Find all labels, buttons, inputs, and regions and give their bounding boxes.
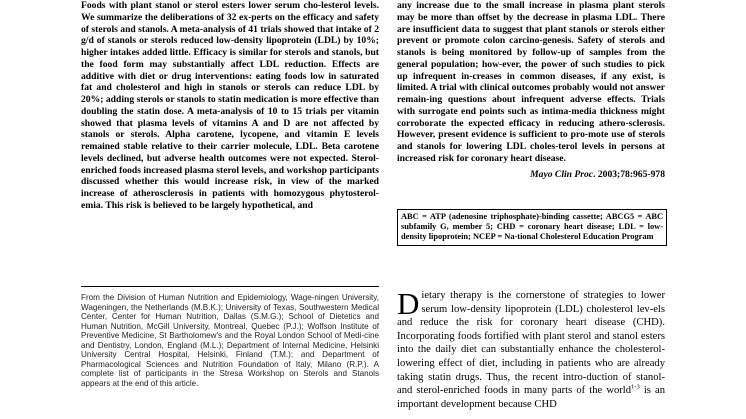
reference-superscript[interactable]: 1-3 — [631, 383, 640, 391]
abstract-right-column — [397, 0, 665, 180]
abbreviations-text: ABC = ATP (adenosine triphosphate)-binding cassette; ABCG5 = ABC subfamily G, member 5; CHD = coronary heart disease; LDL = low-density lipoprotein; NCEP = Na-tional Cholesterol Education Program — [401, 212, 663, 242]
abbreviations-box — [397, 209, 667, 246]
citation-line — [397, 169, 665, 181]
affiliations-footnote — [81, 293, 379, 388]
drop-cap: D — [397, 286, 420, 321]
citation-journal: Mayo Clin Proc — [530, 168, 594, 180]
abstract-left-column — [81, 0, 379, 212]
intro-text-tail: is an important development because CHD — [397, 385, 665, 410]
introduction-paragraph — [397, 286, 665, 411]
citation-details: . 2003;78:965-978 — [593, 168, 665, 180]
affiliations-text: From the Division of Human Nutrition and Epidemiology, Wage-ningen University, Wageningen, the Netherlands (M.B.K.); University of Texas, Southwestern Medical Center, Center for Human Nutrition, Dallas (S.M.G.); School of Dietetics and Human Nutrition, McGill University, Montreal, Quebec (P.J.); Wolfson Institute of Preventive Medicine, St Bartholomew's and the Royal London School of Medi-cine and Dentistry, London, England (M.L.); Department of Internal Medicine, Helsinki University Central Hospital, Helsinki, Finland (T.M.); and Department of Pharmacological Sciences and Nutrition Foundation of Italy, Milano (R.P.). A complete list of participants in the Stresa Workshop on Sterols and Stanols appears at the end of this article. — [81, 293, 379, 388]
abstract-text-left: Foods with plant stanol or sterol esters lower serum cho-lesterol levels. We summarize the deliberations of 32 ex-perts on the efficacy and safety of sterols and stanols. A meta-analysis of 41 trials showed that intake of 2 g/d of stanols or sterols reduced low-density lipoprotein (LDL) by 10%; higher intakes added little. Efficacy is similar for sterols and stanols, but the food form may substantially affect LDL reduction. Effects are additive with diet or drug interventions: eating foods low in saturated fat and cholesterol and high in stanols or sterols can reduce LDL by 20%; adding sterols or stanols to statin medication is more effective than doubling the statin dose. A meta-analysis of 10 to 15 trials per vitamin showed that plasma levels of vitamins A and D are not affected by stanols or sterols. Alpha carotene, lycopene, and vitamin E levels remained stable relative to their carrier molecule, LDL. Beta carotene levels declined, but adverse health outcomes were not expected. Sterol-enriched foods increased plasma sterol levels, and workshop participants discussed whether this would increase risk, in view of the marked increase of atherosclerosis in patients with homozygous phytosterol-emia. This risk is believed to be largely hypothetical, and — [81, 0, 379, 211]
intro-text: ietary therapy is the cornerstone of strategies to lower serum low-density lipoprotein (LDL) cholesterol lev-els and reduce the risk for coronary heart disease (CHD). Incorporating foods fortified with plant sterol and stanol esters into the daily diet can substantially enhance the cholesterol-lowering effect of diet, including in patients who are already taking statin drugs. Thus, the recent intro-duction of stanol- and sterol-enriched foods in many parts of the world — [397, 290, 665, 397]
footnote-rule — [81, 286, 379, 287]
abstract-text-right: any increase due to the small increase in plasma plant sterols may be more than offset by the decrease in plasma LDL. There are insufficient data to suggest that plant stanols or sterols either prevent or promote colon carcino-genesis. Safety of sterols and stanols is being monitored by follow-up of samples from the general population; how-ever, the power of such studies to pick up infrequent in-creases in common diseases, if any exist, is limited. A trial with clinical outcomes probably would not answer remain-ing questions about infrequent adverse effects. Trials with surrogate end points such as intima-media thickness might corroborate the expected efficacy in reducing athero-sclerosis. However, present evidence is sufficient to pro-mote use of sterols and stanols for lowering LDL choles-terol levels in persons at increased risk for coronary heart disease. — [397, 0, 665, 164]
